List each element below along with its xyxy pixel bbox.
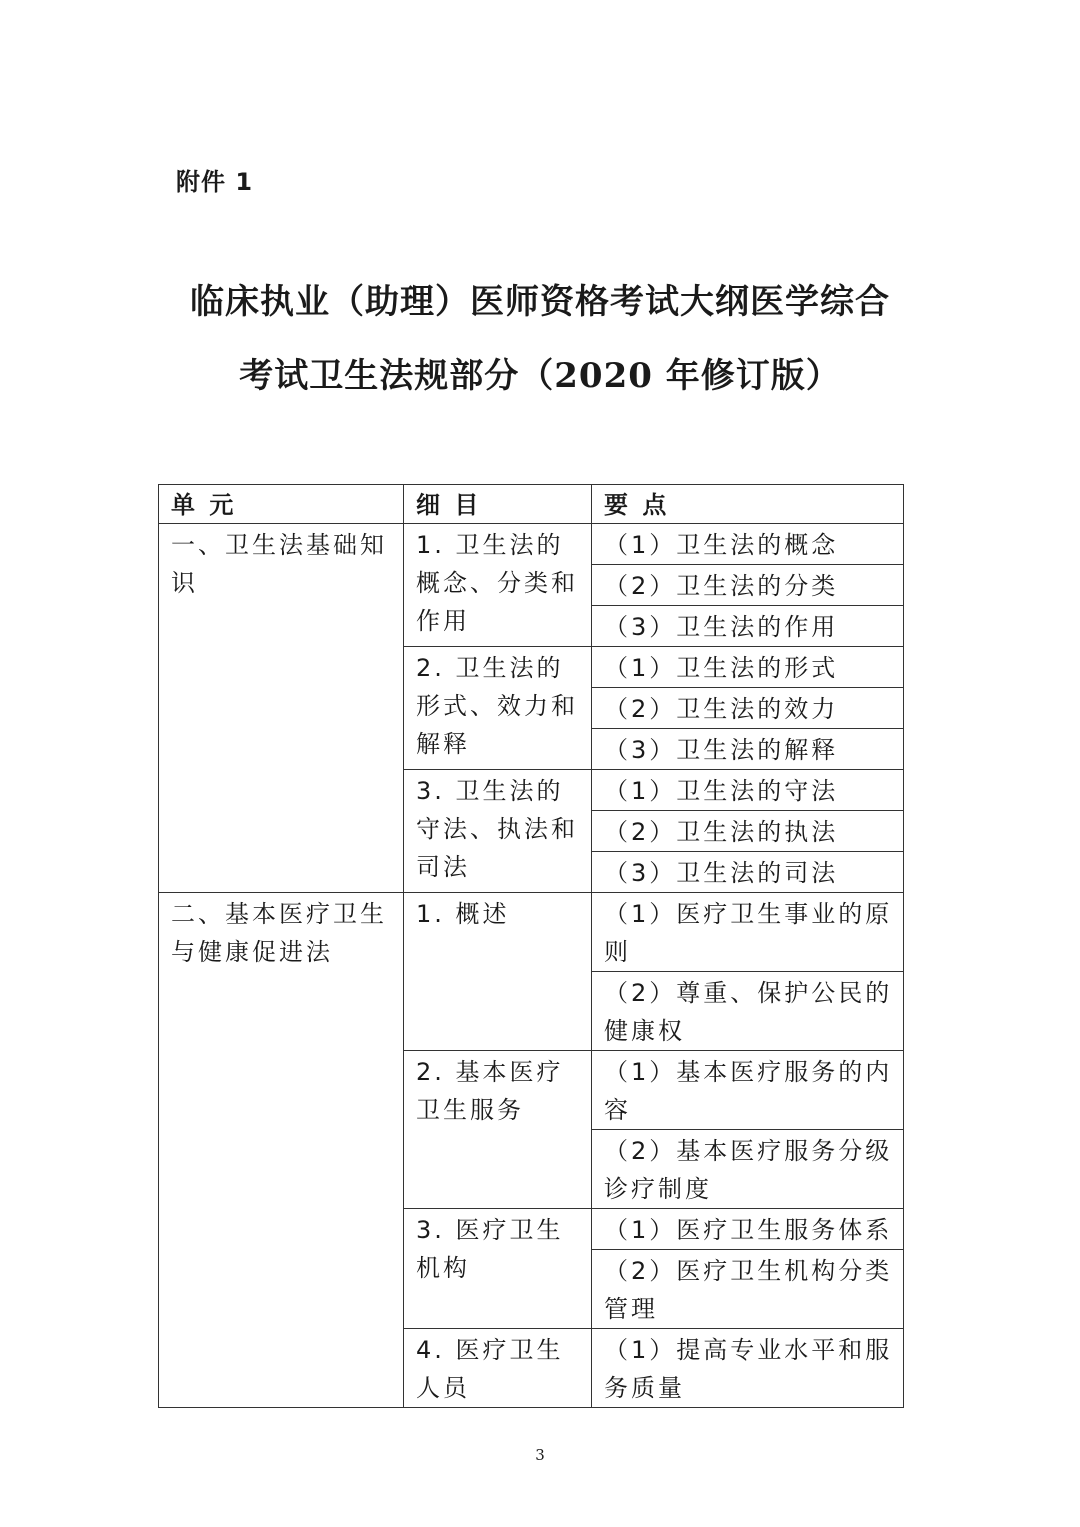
table-header-row [159, 485, 904, 524]
header-unit: 单 元 [159, 485, 404, 524]
item-cell: 2. 基本医疗卫生服务 [404, 1051, 592, 1209]
point-cell: （1）提高专业水平和服务质量 [592, 1329, 904, 1408]
table-row [159, 524, 904, 565]
point-cell: （1）医疗卫生服务体系 [592, 1209, 904, 1250]
item-cell: 1. 概述 [404, 893, 592, 1051]
header-item: 细 目 [404, 485, 592, 524]
item-cell: 3. 卫生法的守法、执法和司法 [404, 770, 592, 893]
point-cell: （2）尊重、保护公民的健康权 [592, 972, 904, 1051]
syllabus-table [158, 484, 904, 1408]
point-cell: （3）卫生法的解释 [592, 729, 904, 770]
page-title-line-2: 考试卫生法规部分（2020 年修订版） [239, 356, 841, 396]
point-cell: （2）卫生法的效力 [592, 688, 904, 729]
item-cell: 2. 卫生法的形式、效力和解释 [404, 647, 592, 770]
unit-cell: 二、基本医疗卫生与健康促进法 [159, 893, 404, 1408]
point-cell: （2）基本医疗服务分级诊疗制度 [592, 1130, 904, 1209]
page-number: 3 [535, 1446, 545, 1464]
attachment-label: 附件 1 [176, 168, 254, 196]
point-cell: （1）医疗卫生事业的原则 [592, 893, 904, 972]
point-cell: （1）卫生法的守法 [592, 770, 904, 811]
point-cell: （2）医疗卫生机构分类管理 [592, 1250, 904, 1329]
point-cell: （2）卫生法的分类 [592, 565, 904, 606]
page-title-line-1: 临床执业（助理）医师资格考试大纲医学综合 [190, 282, 890, 322]
point-cell: （3）卫生法的司法 [592, 852, 904, 893]
point-cell: （3）卫生法的作用 [592, 606, 904, 647]
item-cell: 4. 医疗卫生人员 [404, 1329, 592, 1408]
table-row [159, 893, 904, 972]
header-point: 要 点 [592, 485, 904, 524]
unit-cell: 一、卫生法基础知识 [159, 524, 404, 893]
point-cell: （1）卫生法的形式 [592, 647, 904, 688]
point-cell: （2）卫生法的执法 [592, 811, 904, 852]
point-cell: （1）卫生法的概念 [592, 524, 904, 565]
item-cell: 1. 卫生法的概念、分类和作用 [404, 524, 592, 647]
point-cell: （1）基本医疗服务的内容 [592, 1051, 904, 1130]
item-cell: 3. 医疗卫生机构 [404, 1209, 592, 1329]
